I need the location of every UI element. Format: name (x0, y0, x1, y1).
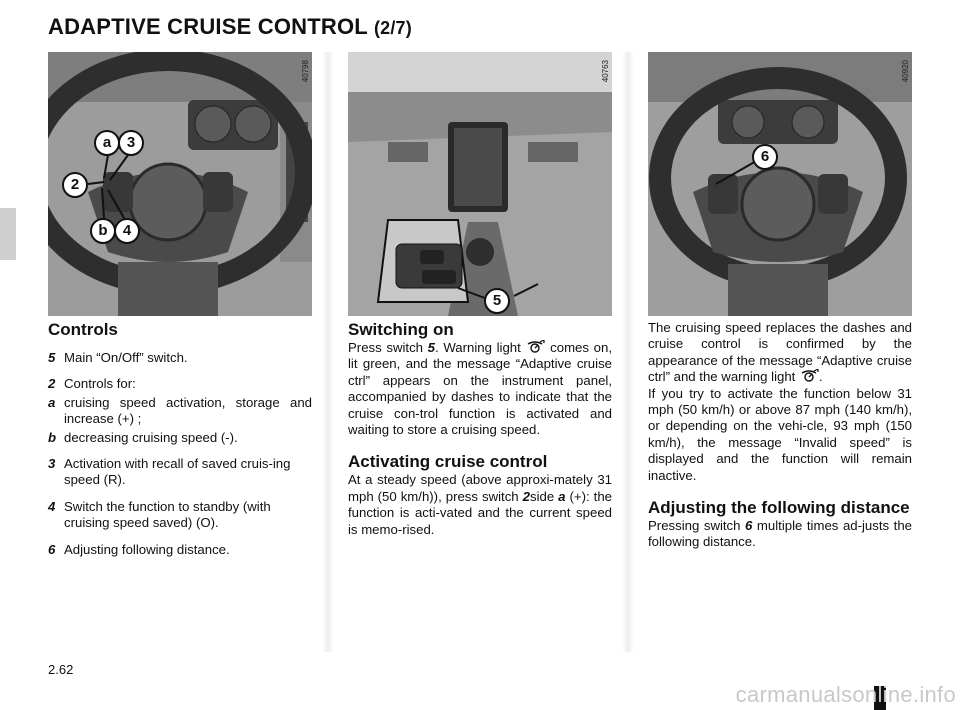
cruising-speed-text: The cruising speed replaces the dashes and cruise control is confirmed by the appearance of the message “Adaptive cruise ctrl” and the warning light . (648, 320, 912, 385)
switching-on-section (348, 320, 612, 538)
callout-leaders (348, 52, 612, 316)
switching-on-heading: Switching on (348, 320, 454, 339)
control-item: 2 Controls for: (48, 376, 136, 392)
figure-number: 40763 (601, 60, 610, 83)
watermark: carmanualsonline.info (735, 682, 956, 707)
control-item: 5 Main “On/Off” switch. (48, 350, 188, 365)
figure-number: 40798 (301, 60, 310, 83)
page-number: 2.62 (48, 662, 74, 677)
page-title: ADAPTIVE CRUISE CONTROL (2/7) (48, 14, 412, 39)
cruising-speed-section (648, 320, 912, 551)
cruise-control-warning-icon (799, 369, 819, 383)
callout-b: b (90, 218, 116, 244)
callout-2: 2 (62, 172, 88, 198)
activating-heading: Activating cruise control (348, 452, 548, 472)
steering-wheel-controls-photo (48, 52, 312, 316)
adjusting-text: Pressing switch 6 multiple times ad-justs the following distance. (648, 518, 912, 550)
column-divider (622, 52, 634, 652)
activating-text: At a steady speed (above approxi-mately 31 mph (50 km/h)), press switch 2side a (+): the function is acti-vated and the current speed is memo-rised. (348, 472, 612, 537)
switching-on-text: Press switch 5. Warning light comes on, lit green, and the message “Adaptive cruise ctrl” appears on the instrument panel, accompanied by dashes to indicate that the cruise con-trol function is activated and waiting to store a cruising speed. (348, 340, 612, 438)
callout-3: 3 (118, 130, 144, 156)
column-divider (322, 52, 334, 652)
controls-section (48, 320, 312, 558)
control-sub-item: a cruising speed activation, storage and increase (+) ; (48, 394, 312, 427)
invalid-speed-text: If you try to activate the function below 31 mph (50 km/h) or above 87 mph (140 km/h), or depending on the vehi-cle, 93 mph (150 km/h), the message “Invalid speed” is displayed and the function will remain inactive. (648, 385, 912, 483)
cruise-control-warning-icon (525, 340, 545, 354)
control-sub-item: b decreasing cruising speed (-). (48, 429, 238, 445)
controls-heading: Controls (48, 320, 118, 339)
dashboard-switch-photo (348, 52, 612, 316)
section-tab-marker (0, 208, 16, 260)
callout-a: a (94, 130, 120, 156)
adjusting-heading: Adjusting the following distance (648, 498, 910, 518)
following-distance-switch-photo (648, 52, 912, 316)
figure-number: 40920 (901, 60, 910, 83)
control-item: 4 Switch the function to standby (with cruising speed saved) (O). (48, 498, 271, 531)
callout-5: 5 (484, 288, 510, 314)
control-item: 3 Activation with recall of saved cruis-ing speed (R). (48, 456, 291, 488)
callout-leaders (648, 52, 912, 316)
callout-4: 4 (114, 218, 140, 244)
callout-leaders (48, 52, 312, 316)
control-item: 6 Adjusting following distance. (48, 541, 230, 557)
callout-6: 6 (752, 144, 778, 170)
